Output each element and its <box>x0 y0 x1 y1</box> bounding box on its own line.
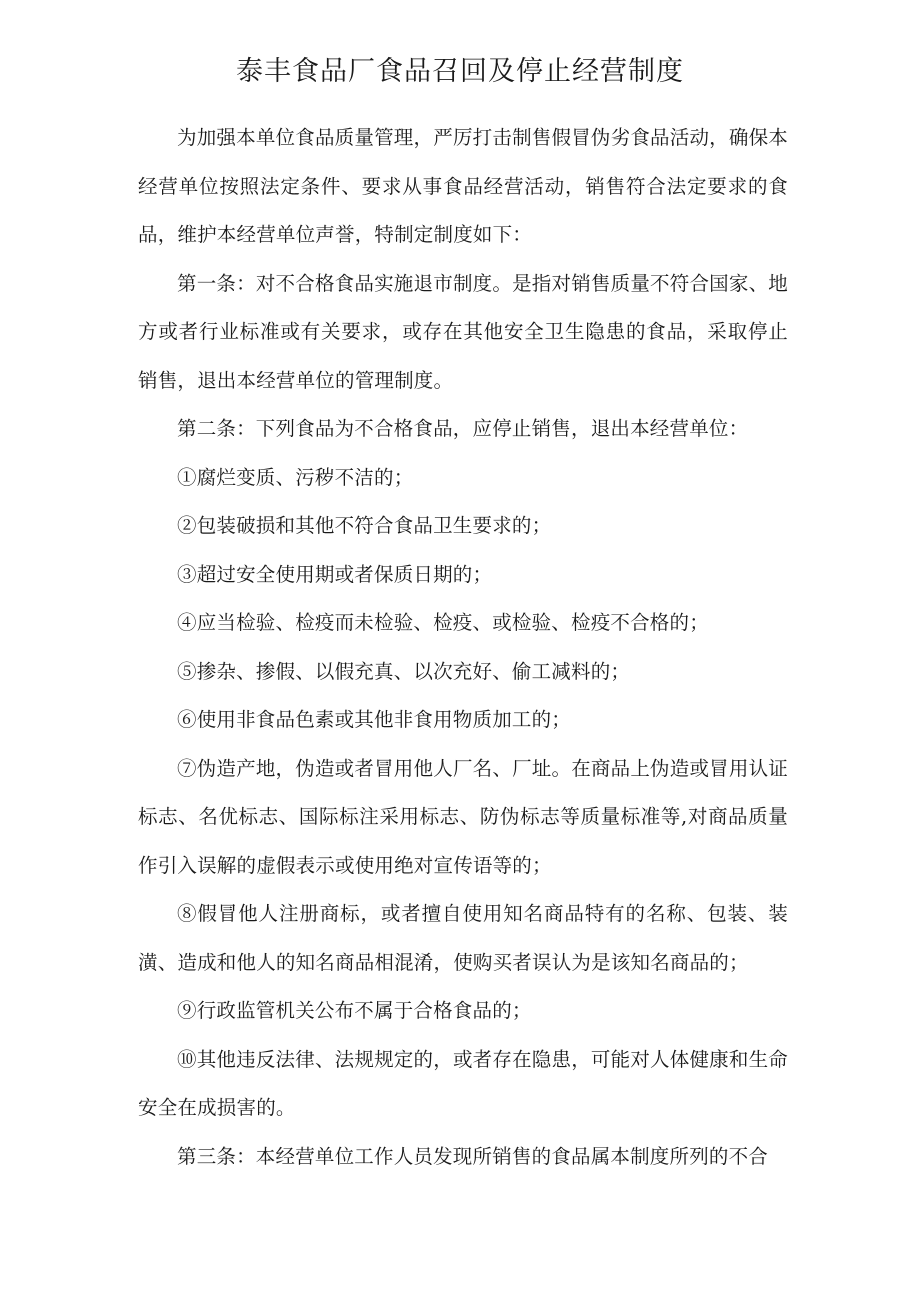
list-item-9: ⑨行政监管机关公布不属于合格食品的； <box>177 999 532 1022</box>
document-body <box>138 114 788 1181</box>
paragraph-article-3: 第三条：本经营单位工作人员发现所销售的食品属本制度所列的不合 <box>177 1144 769 1168</box>
list-item-8: ⑧假冒他人注册商标，或者擅自使用知名商品特有的名称、包装、装潢、造成和他人的知名商品相混淆，使购买者误认为是该知名商品的； <box>138 902 788 974</box>
document-title: 泰丰食品厂食品召回及停止经营制度 <box>236 56 684 87</box>
list-item-3: ③超过安全使用期或者保质日期的； <box>177 562 493 586</box>
list-item-4: ④应当检验、检疫而未检验、检疫、或检验、检疫不合格的； <box>177 611 709 634</box>
list-item-6: ⑥使用非食品色素或其他非食用物质加工的； <box>177 708 572 731</box>
list-item-1: ①腐烂变质、污秽不洁的； <box>177 465 414 489</box>
list-item-7: ⑦伪造产地，伪造或者冒用他人厂名、厂址。在商品上伪造或冒用认证标志、名优标志、国际标注采用标志、防伪标志等质量标准等,对商品质量作引入误解的虚假表示或使用绝对宣传语等的； <box>138 756 788 877</box>
paragraph-intro: 为加强本单位食品质量管理，严厉打击制售假冒伪劣食品活动，确保本经营单位按照法定条件、要求从事食品经营活动，销售符合法定要求的食品，维护本经营单位声誉，特制定制度如下： <box>138 126 788 246</box>
paragraph-article-2: 第二条：下列食品为不合格食品，应停止销售，退出本经营单位： <box>177 417 749 440</box>
list-item-2: ②包装破损和其他不符合食品卫生要求的； <box>177 514 552 537</box>
list-item-10: ⑩其他违反法律、法规规定的，或者存在隐患，可能对人体健康和生命安全在成损害的。 <box>138 1047 788 1119</box>
paragraph-article-1: 第一条：对不合格食品实施退市制度。是指对销售质量不符合国家、地方或者行业标准或有关要求，或存在其他安全卫生隐患的食品，采取停止销售，退出本经营单位的管理制度。 <box>138 271 788 392</box>
list-item-5: ⑤掺杂、掺假、以假充真、以次充好、偷工减料的； <box>177 659 631 683</box>
